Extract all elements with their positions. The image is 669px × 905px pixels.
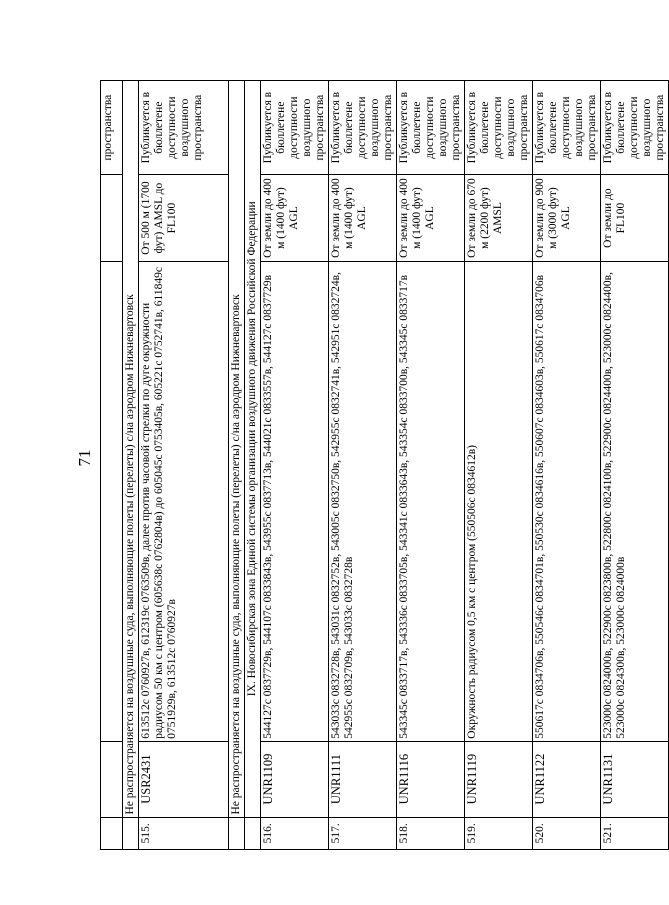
row-number: 521.: [601, 817, 669, 849]
section-title: IX. Новосибирская зона Единой системы организации воздушного движения Российской Федерации: [245, 81, 261, 818]
note-row: [229, 81, 245, 850]
table-row: [533, 81, 601, 850]
page-number: 71: [75, 449, 94, 467]
boundary-coordinates: 550617с 0834706в, 550546с 0834701в, 550530с 0834616в, 550607с 0834603в, 550617с 0834706в: [533, 261, 601, 741]
table-row: [601, 81, 669, 850]
publication-note: Публикуется в бюллетене доступности воздушного пространства: [139, 81, 229, 175]
publication-note: Публикуется в бюллетене доступности воздушного пространства: [533, 81, 601, 175]
altitude-limits: От 500 м (1700 фут) AMSL до FL100: [139, 175, 229, 262]
altitude-limits: От земли до 400 м (1400 фут) AGL: [329, 175, 397, 262]
boundary-coordinates: 543033с 0832728в, 543031с 0832752в, 543005с 0832750в, 542955с 0832741в, 542951с 0832724в, 542955с 0832709в, 543033с 0832728в: [329, 261, 397, 741]
zone-code: USR2431: [139, 741, 229, 817]
row-number: 517.: [329, 817, 397, 849]
table-row: [139, 81, 229, 850]
zone-code: UNR1119: [465, 741, 533, 817]
row-number: 519.: [465, 817, 533, 849]
usr-note: Не распространяется на воздушные суда, выполняющие полеты (перелеты) с/на аэродром Нижневартовск: [123, 81, 139, 818]
unr-note: Не распространяется на воздушные суда, выполняющие полеты (перелеты) с/на аэродром Нижневартовск: [229, 81, 245, 818]
table-row: [329, 81, 397, 850]
table-row: [261, 81, 329, 850]
zone-code: UNR1111: [329, 741, 397, 817]
note-row: [123, 81, 139, 850]
publication-note: Публикуется в бюллетене доступности воздушного пространства: [397, 81, 465, 175]
boundary-coordinates: 613512с 0760927в, 612319с 0763509в, далее против часовой стрелки по дуге окружности радиусом 50 км с центром (605638с 0762804в) до 605045с 0753405в, 605221с 0752741в, 611849с 0751929в, 613512с 0760927в: [139, 261, 229, 741]
table-header-row: [101, 81, 123, 850]
table-row: [397, 81, 465, 850]
altitude-limits: От земли до FL100: [601, 175, 669, 262]
airspace-table: [100, 80, 669, 850]
zone-code: UNR1109: [261, 741, 329, 817]
zone-code: UNR1116: [397, 741, 465, 817]
altitude-limits: От земли до 400 м (1400 фут) AGL: [397, 175, 465, 262]
boundary-coordinates: Окружность радиусом 0,5 км с центром (550506с 0834612в): [465, 261, 533, 741]
row-number: 515.: [139, 817, 229, 849]
zone-code: UNR1122: [533, 741, 601, 817]
boundary-coordinates: 523000с 0824000в, 522900с 0823800в, 522800с 0824100в, 522900с 0824400в, 523000с 0824400в, 523000с 0824300в, 523000с 0824000в: [601, 261, 669, 741]
row-number: 518.: [397, 817, 465, 849]
row-number: 520.: [533, 817, 601, 849]
publication-note: Публикуется в бюллетене доступности воздушного пространства: [601, 81, 669, 175]
altitude-limits: От земли до 670 м (2200 фут) AMSL: [465, 175, 533, 262]
header-last-col: пространства: [101, 81, 123, 175]
publication-note: Публикуется в бюллетене доступности воздушного пространства: [329, 81, 397, 175]
row-number: 516.: [261, 817, 329, 849]
zone-code: UNR1131: [601, 741, 669, 817]
section-row: [245, 81, 261, 850]
altitude-limits: От земли до 400 м (1400 фут) AGL: [261, 175, 329, 262]
publication-note: Публикуется в бюллетене доступности воздушного пространства: [465, 81, 533, 175]
table-row: [465, 81, 533, 850]
boundary-coordinates: 543345с 0833717в, 543336с 0833705в, 543341с 0833643в, 543354с 0833700в, 543345с 0833717в: [397, 261, 465, 741]
altitude-limits: От земли до 900 м (3000 фут) AGL: [533, 175, 601, 262]
publication-note: Публикуется в бюллетене доступности воздушного пространства: [261, 81, 329, 175]
rotated-page-area: [100, 80, 666, 850]
boundary-coordinates: 544127с 0837729в, 544107с 0833843в, 543955с 0837713в, 544021с 0833557в, 544127с 0837729в: [261, 261, 329, 741]
